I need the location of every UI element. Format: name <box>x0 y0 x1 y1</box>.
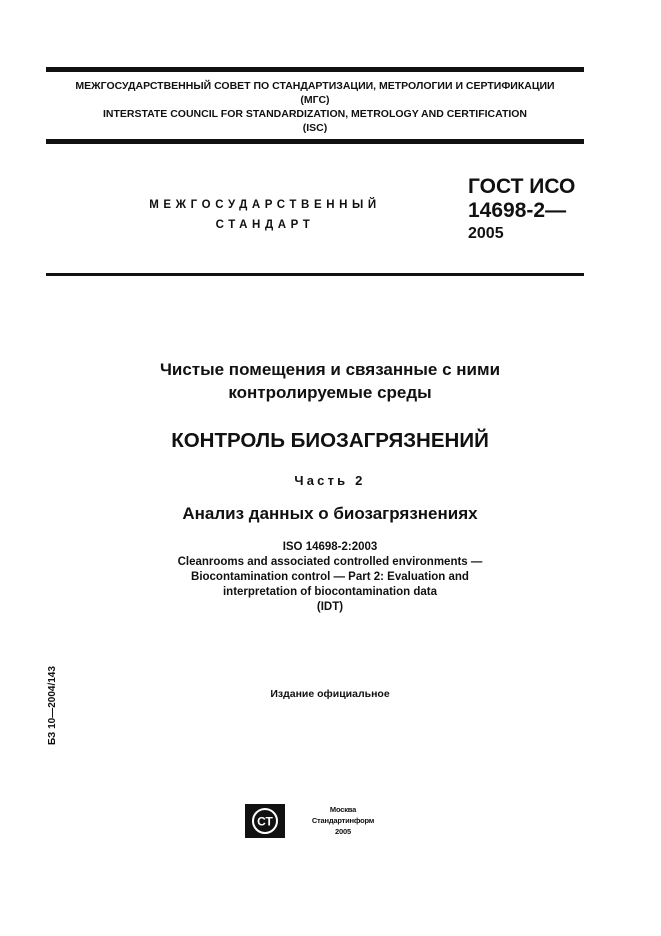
top-rule <box>46 67 584 72</box>
part-label: Часть 2 <box>294 473 366 488</box>
iso-reference <box>40 540 620 615</box>
iso-title-line1: Cleanrooms and associated controlled environments — <box>177 556 483 568</box>
council-header <box>46 79 584 135</box>
iso-code: ISO 14698-2:2003 <box>282 541 378 553</box>
publisher-city: Москва <box>329 805 357 814</box>
standard-year: 2005 <box>468 225 504 242</box>
publisher-logo-icon <box>245 804 285 838</box>
middle-rule <box>46 139 584 144</box>
bottom-rule <box>46 273 584 276</box>
document-title <box>40 358 620 404</box>
document-subtitle: КОНТРОЛЬ БИОЗАГРЯЗНЕНИЙ <box>171 429 489 452</box>
iso-title-line3: interpretation of biocontamination data <box>222 586 438 598</box>
standard-code-line2: 14698-2— <box>468 199 567 222</box>
standard-type <box>120 195 410 235</box>
side-catalog-code: БЗ 10—2004/143 <box>47 666 58 745</box>
publisher-name: Стандартинформ <box>311 816 375 825</box>
part-title: Анализ данных о биозагрязнениях <box>182 504 478 523</box>
document-title-line2: контролируемые среды <box>228 383 432 402</box>
iso-idt: (IDT) <box>316 601 344 613</box>
edition-note: Издание официальное <box>270 688 390 700</box>
standard-type-line1: МЕЖГОСУДАРСТВЕННЫЙ <box>149 199 381 211</box>
council-abbr-ru: (МГС) <box>300 94 330 106</box>
standard-designation <box>468 175 618 223</box>
council-abbr-en: (ISC) <box>302 122 328 134</box>
standard-code-line1: ГОСТ ИСО <box>468 175 576 198</box>
iso-title-line2: Biocontamination control — Part 2: Evaluation and <box>191 571 469 583</box>
document-title-line1: Чистые помещения и связанные с ними <box>159 360 501 379</box>
standard-type-line2: СТАНДАРТ <box>215 219 315 231</box>
council-name-en: INTERSTATE COUNCIL FOR STANDARDIZATION, METROLOGY AND CERTIFICATION <box>102 108 528 120</box>
publisher-year: 2005 <box>335 827 351 836</box>
publisher-info <box>298 804 388 837</box>
publisher-logo-text: СТ <box>257 814 273 829</box>
council-name-ru: МЕЖГОСУДАРСТВЕННЫЙ СОВЕТ ПО СТАНДАРТИЗАЦИИ, МЕТРОЛОГИИ И СЕРТИФИКАЦИИ <box>75 80 555 92</box>
